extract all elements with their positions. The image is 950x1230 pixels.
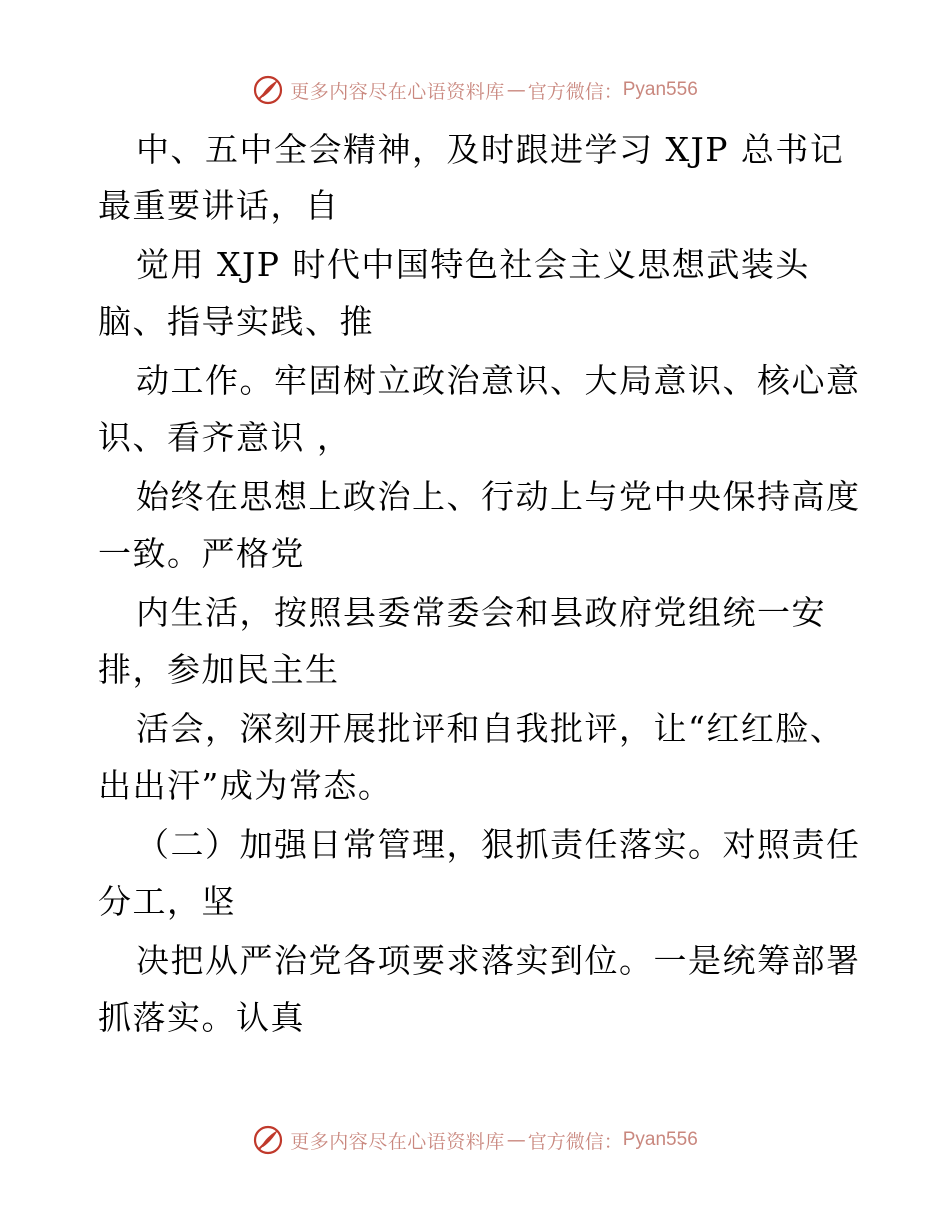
header-banner xyxy=(0,70,950,110)
body-line: 分工，坚 xyxy=(98,882,236,921)
body-line: 内生活，按照县委常委会和县政府党组统一安 xyxy=(136,593,826,632)
footer-dash: — xyxy=(506,1129,526,1151)
footer-contact-label: 官方微信： xyxy=(527,1130,623,1153)
body-line: 一致。严格党 xyxy=(98,534,305,573)
footer-banner xyxy=(0,1120,950,1160)
body-line: 脑、指导实践、推 xyxy=(98,302,374,341)
body-line: 觉用 XJP 时代中国特色社会主义思想武装头 xyxy=(136,245,810,284)
body-line: 最重要讲话，自 xyxy=(98,186,340,225)
body-line: 排，参加民主生 xyxy=(98,650,340,689)
body-line: 出出汗”成为常态。 xyxy=(98,766,393,805)
body-line: 决把从严治党各项要求落实到位。一是统筹部署 xyxy=(136,941,861,980)
header-dash: — xyxy=(506,79,526,101)
footer-wechat-id: Pyan556 xyxy=(622,1129,698,1150)
body-line: 始终在思想上政治上、行动上与党中央保持高度 xyxy=(136,477,861,516)
feather-pen-logo-icon xyxy=(252,74,284,106)
body-line: 中、五中全会精神，及时跟进学习 XJP 总书记 xyxy=(136,130,845,169)
body-line: 动工作。牢固树立政治意识、大局意识、核心意 xyxy=(136,361,861,400)
body-line: 活会，深刻开展批评和自我批评，让“红红脸、 xyxy=(136,709,845,748)
body-line: （二）加强日常管理，狠抓责任落实。对照责任 xyxy=(136,825,861,864)
feather-pen-logo-icon xyxy=(252,1124,284,1156)
body-line: 抓落实。认真 xyxy=(98,998,305,1037)
footer-slogan: 更多内容尽在心语资料库 xyxy=(290,1130,505,1153)
body-line: 识、看齐意识 ， xyxy=(98,418,352,457)
header-wechat-id: Pyan556 xyxy=(622,79,698,100)
header-contact-label: 官方微信： xyxy=(527,80,623,103)
header-slogan: 更多内容尽在心语资料库 xyxy=(290,80,505,103)
